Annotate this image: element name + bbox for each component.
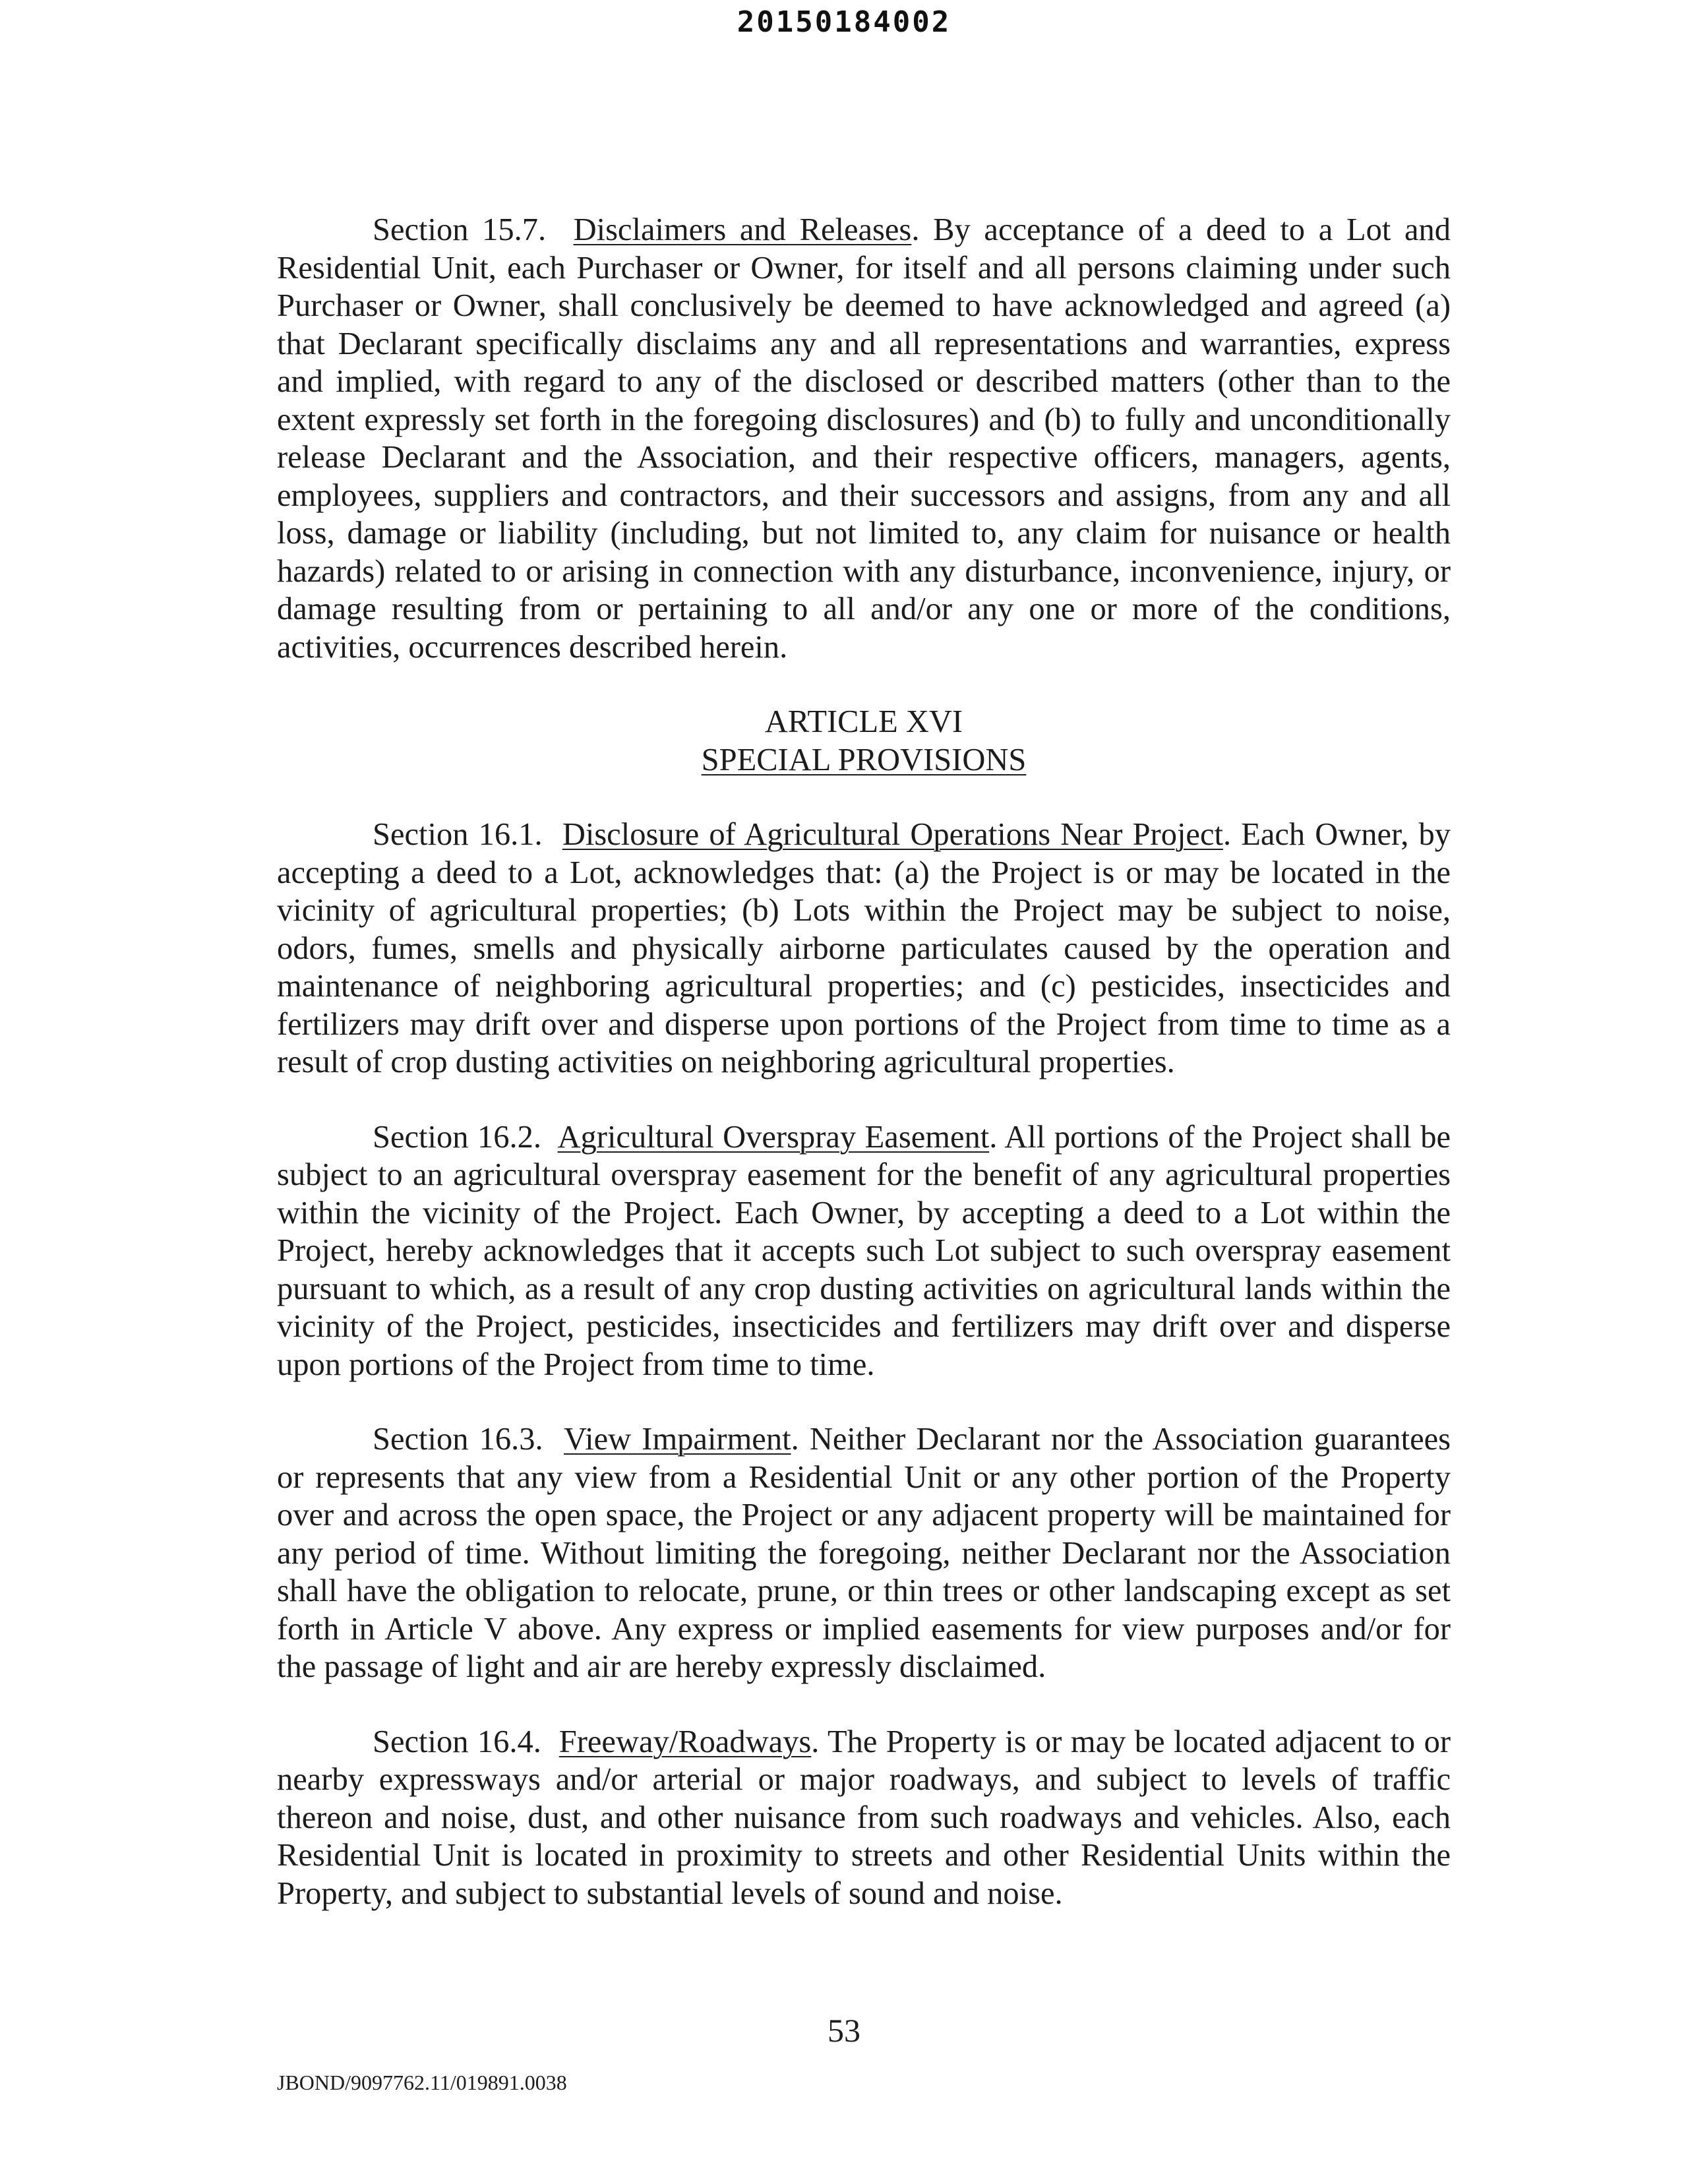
section-15-7: Section 15.7. Disclaimers and Releases. By acceptance of a deed to a Lot and Residential Unit, each Purchaser or Owner, for itself and all persons claiming under such Purchaser or Owner, shall conclusively be deemed to have acknowledged and agreed (a) that Declarant specifically disclaims any and all representations and warranties, express and implied, with regard to any of the disclosed or described matters (other than to the extent expressly set forth in the foregoing disclosures) and (b) to fully and unconditionally release Declarant and the Association, and their respective officers, managers, agents, employees, suppliers and contractors, and their successors and assigns, from any and all loss, damage or liability (including, but not limited to, any claim for nuisance or health hazards) related to or arising in connection with any disturbance, inconvenience, injury, or damage resulting from or pertaining to all and/or any one or more of the conditions, activities, occurrences described herein. [277,212,1451,665]
section-heading: Agricultural Overspray Easement [557,1119,990,1155]
section-16-1: Section 16.1. Disclosure of Agricultural Operations Near Project. Each Owner, by accepting a deed to a Lot, acknowledges that: (a) the Project is or may be located in the vicinity of agricultural properties; (b) Lots within the Project may be subject to noise, odors, fumes, smells and physically airborne particulates caused by the operation and maintenance of neighboring agricultural properties; and (c) pesticides, insecticides and fertilizers may drift over and disperse upon portions of the Project from time to time as a result of crop dusting activities on neighboring agricultural properties. [277,817,1451,1079]
section-heading: Freeway/Roadways [558,1724,812,1759]
section-text: The Property is or may be located adjacent to or nearby expressways and/or arterial or major roadways, and subject to levels of traffic thereon and noise, dust, and other nuisance from such roadways and vehicles. Also, each Residential Unit is located in proximity to streets and other Residential Units within the Property, and subject to substantial levels of sound and noise. [277,1724,1451,1911]
section-16-4: Section 16.4. Freeway/Roadways. The Property is or may be located adjacent to or nearby expressways and/or arterial or major roadways, and subject to levels of traffic thereon and noise, dust, and other nuisance from such roadways and vehicles. Also, each Residential Unit is located in proximity to streets and other Residential Units within the Property, and subject to substantial levels of sound and noise. [277,1724,1451,1911]
section-number: Section 15.7. [373,212,547,247]
section-number: Section 16.1. [373,817,543,852]
article-heading [277,703,1451,779]
document-number: 20150184002 [737,5,951,39]
section-heading: Disclosure of Agricultural Operations Near Project [562,817,1223,852]
section-text: Neither Declarant nor the Association guarantees or represents that any view from a Residential Unit or any other portion of the Property over and across the open space, the Project or any adjacent property will be maintained for any period of time. Without limiting the foregoing, neither Declarant nor the Association shall have the obligation to relocate, prune, or thin trees or other landscaping except as set forth in Article V above. Any express or implied easements for view purposes and/or for the passage of light and air are hereby expressly disclaimed. [277,1422,1451,1684]
section-number: Section 16.4. [373,1724,541,1759]
article-number: ARTICLE XVI [764,704,963,739]
document-code: JBOND/9097762.11/019891.0038 [277,2071,567,2094]
section-text: All portions of the Project shall be subject to an agricultural overspray easement for the benefit of any agricultural properties within the vicinity of the Project. Each Owner, by accepting a deed to a Lot within the Project, hereby acknowledges that it accepts such Lot subject to such overspray easement pursuant to which, as a result of any crop dusting activities on agricultural lands within the vicinity of the Project, pesticides, insecticides and fertilizers may drift over and disperse upon portions of the Project from time to time. [277,1119,1451,1382]
section-number: Section 16.3. [373,1422,543,1457]
section-16-2: Section 16.2. Agricultural Overspray Easement. All portions of the Project shall be subject to an agricultural overspray easement for the benefit of any agricultural properties within the vicinity of the Project. Each Owner, by accepting a deed to a Lot within the Project, hereby acknowledges that it accepts such Lot subject to such overspray easement pursuant to which, as a result of any crop dusting activities on agricultural lands within the vicinity of the Project, pesticides, insecticides and fertilizers may drift over and disperse upon portions of the Project from time to time. [277,1119,1451,1382]
section-text: Each Owner, by accepting a deed to a Lot, acknowledges that: (a) the Project is or may be located in the vicinity of agricultural properties; (b) Lots within the Project may be subject to noise, odors, fumes, smells and physically airborne particulates caused by the operation and maintenance of neighboring agricultural properties; and (c) pesticides, insecticides and fertilizers may drift over and disperse upon portions of the Project from time to time as a result of crop dusting activities on neighboring agricultural properties. [277,817,1451,1079]
section-16-3: Section 16.3. View Impairment. Neither Declarant nor the Association guarantees or represents that any view from a Residential Unit or any other portion of the Property over and across the open space, the Project or any adjacent property will be maintained for any period of time. Without limiting the foregoing, neither Declarant nor the Association shall have the obligation to relocate, prune, or thin trees or other landscaping except as set forth in Article V above. Any express or implied easements for view purposes and/or for the passage of light and air are hereby expressly disclaimed. [277,1422,1451,1684]
section-text: By acceptance of a deed to a Lot and Residential Unit, each Purchaser or Owner, for itself and all persons claiming under such Purchaser or Owner, shall conclusively be deemed to have acknowledged and agreed (a) that Declarant specifically disclaims any and all representations and warranties, express and implied, with regard to any of the disclosed or described matters (other than to the extent expressly set forth in the foregoing disclosures) and (b) to fully and unconditionally release Declarant and the Association, and their respective officers, managers, agents, employees, suppliers and contractors, and their successors and assigns, from any and all loss, damage or liability (including, but not limited to, any claim for nuisance or health hazards) related to or arising in connection with any disturbance, inconvenience, injury, or damage resulting from or pertaining to all and/or any one or more of the conditions, activities, occurrences described herein. [277,212,1451,665]
section-heading: View Impairment [564,1422,791,1457]
section-heading: Disclaimers and Releases [573,212,912,247]
page-number: 53 [828,2012,860,2049]
document-body [277,211,1451,1912]
article-title: SPECIAL PROVISIONS [701,742,1027,777]
section-number: Section 16.2. [373,1119,542,1155]
